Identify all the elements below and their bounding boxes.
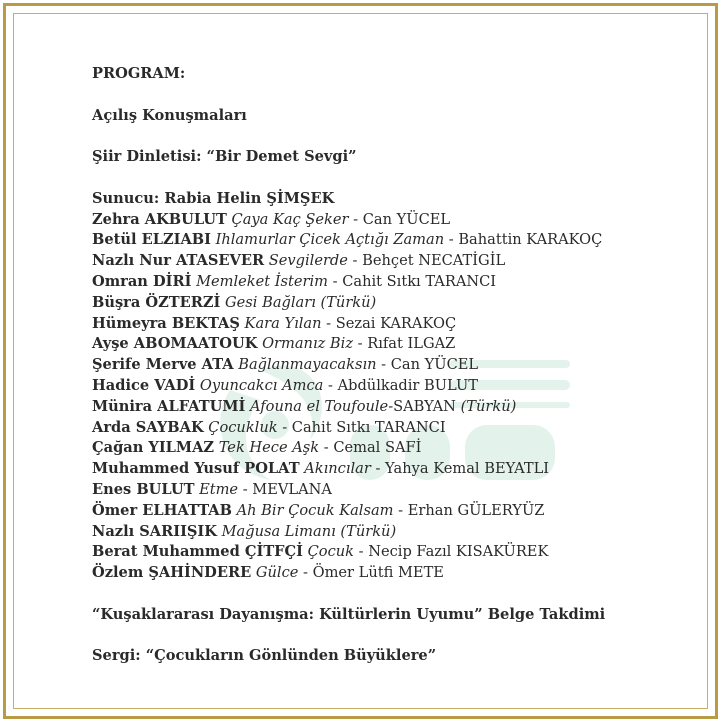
work-title: Ah Bir Çocuk Kalsam [236, 501, 394, 519]
performer-line [92, 210, 652, 231]
work-title: Çocukluk [208, 418, 278, 436]
performer-name: Arda SAYBAK [92, 418, 204, 436]
performer-list [92, 210, 652, 584]
work-title: Akıncılar [304, 460, 371, 478]
work-author: - Cahit Sıtkı TARANCI [277, 418, 446, 436]
performer-name: Ayşe ABOMAATOUK [92, 335, 258, 353]
work-author: - Cemal SAFİ [319, 439, 422, 457]
work-title: Gülce [255, 564, 299, 582]
work-author: - Behçet NECATİGİL [347, 252, 506, 270]
work-author: - Necip Fazıl KISAKÜREK [354, 543, 549, 561]
work-title: Çaya Kaç Şeker [231, 210, 349, 228]
work-title: Tek Hece Aşk [218, 439, 320, 457]
work-author: - Sezai KARAKOÇ [321, 314, 457, 332]
performer-line [92, 334, 652, 355]
work-author: - Abdülkadir BULUT [323, 376, 478, 394]
work-author: - Yahya Kemal BEYATLI [370, 460, 550, 478]
performer-name: Hadice VADİ [92, 376, 196, 394]
performer-line [92, 314, 652, 335]
work-author: - Can YÜCEL [376, 356, 479, 374]
work-author: - Ömer Lütfi METE [298, 564, 444, 582]
work-author: - MEVLANA [238, 480, 332, 498]
performer-name: Hümeyra BEKTAŞ [92, 314, 240, 332]
performer-name: Nazlı Nur ATASEVER [92, 252, 265, 270]
spacer [92, 584, 652, 605]
performer-name: Zehra AKBULUT [92, 210, 227, 228]
work-author: -SABYAN [388, 397, 461, 415]
performer-name: Muhammed Yusuf POLAT [92, 460, 300, 478]
performer-name: Enes BULUT [92, 480, 195, 498]
work-title: Gesi Bağları (Türkü) [225, 293, 377, 311]
performer-name: Omran DİRİ [92, 272, 192, 290]
performer-name: Özlem ŞAHİNDERE [92, 564, 252, 582]
spacer [92, 85, 652, 106]
poetry-reading-title: Şiir Dinletisi: “Bir Demet Sevgi” [92, 148, 357, 166]
work-title: Oyuncakcı Amca [199, 376, 324, 394]
performer-line [92, 522, 652, 543]
performer-name: Münira ALFATUMİ [92, 397, 246, 415]
performer-line [92, 459, 652, 480]
performer-line [92, 418, 652, 439]
host-line: Sunucu: Rabia Helin ŞİMŞEK [92, 189, 335, 207]
performer-name: Büşra ÖZTERZİ [92, 293, 221, 311]
performer-name: Betül ELZIABI [92, 231, 211, 249]
performer-line [92, 293, 652, 314]
work-author: - Can YÜCEL [348, 210, 451, 228]
performer-line [92, 355, 652, 376]
work-title: Ihlamurlar Çicek Açtığı Zaman [215, 231, 445, 249]
performer-line [92, 272, 652, 293]
work-author: - Bahattin KARAKOÇ [444, 231, 603, 249]
program-heading: PROGRAM: [92, 65, 186, 82]
work-title: Sevgilerde [268, 252, 348, 270]
performer-name: Nazlı SARIIŞIK [92, 522, 217, 540]
performer-line [92, 563, 652, 584]
work-author: - Cahit Sıtkı TARANCI [328, 272, 497, 290]
program-content [92, 64, 652, 667]
performer-line [92, 251, 652, 272]
work-title: Etme [199, 480, 239, 498]
performer-line [92, 542, 652, 563]
performer-line [92, 438, 652, 459]
work-title: Kara Yılan [244, 314, 322, 332]
work-author: - Erhan GÜLERYÜZ [393, 501, 545, 519]
performer-line [92, 397, 652, 418]
work-title: Memleket İsterim [196, 272, 329, 290]
performer-line [92, 376, 652, 397]
work-title: Ormanız Biz [262, 335, 354, 353]
performer-name: Çağan YILMAZ [92, 439, 215, 457]
performer-name: Ömer ELHATTAB [92, 501, 232, 519]
certificate-ceremony: “Kuşaklararası Dayanışma: Kültürlerin Uyumu” Belge Takdimi [92, 605, 606, 623]
work-title: Afouna el Toufoule [249, 397, 389, 415]
performer-name: Şerife Merve ATA [92, 356, 234, 374]
performer-line [92, 501, 652, 522]
work-title: Çocuk [307, 543, 354, 561]
work-author: - Rıfat ILGAZ [353, 335, 456, 353]
work-title: Mağusa Limanı (Türkü) [221, 522, 397, 540]
spacer [92, 126, 652, 147]
opening-speeches: Açılış Konuşmaları [92, 106, 247, 124]
exhibition-title: Sergi: “Çocukların Gönlünden Büyüklere” [92, 647, 437, 665]
performer-line [92, 480, 652, 501]
spacer [92, 626, 652, 647]
performer-name: Berat Muhammed ÇİTFÇİ [92, 543, 303, 561]
work-title: Bağlanmayacaksın [238, 356, 377, 374]
work-type-suffix: (Türkü) [460, 397, 517, 415]
performer-line [92, 230, 652, 251]
spacer [92, 168, 652, 189]
